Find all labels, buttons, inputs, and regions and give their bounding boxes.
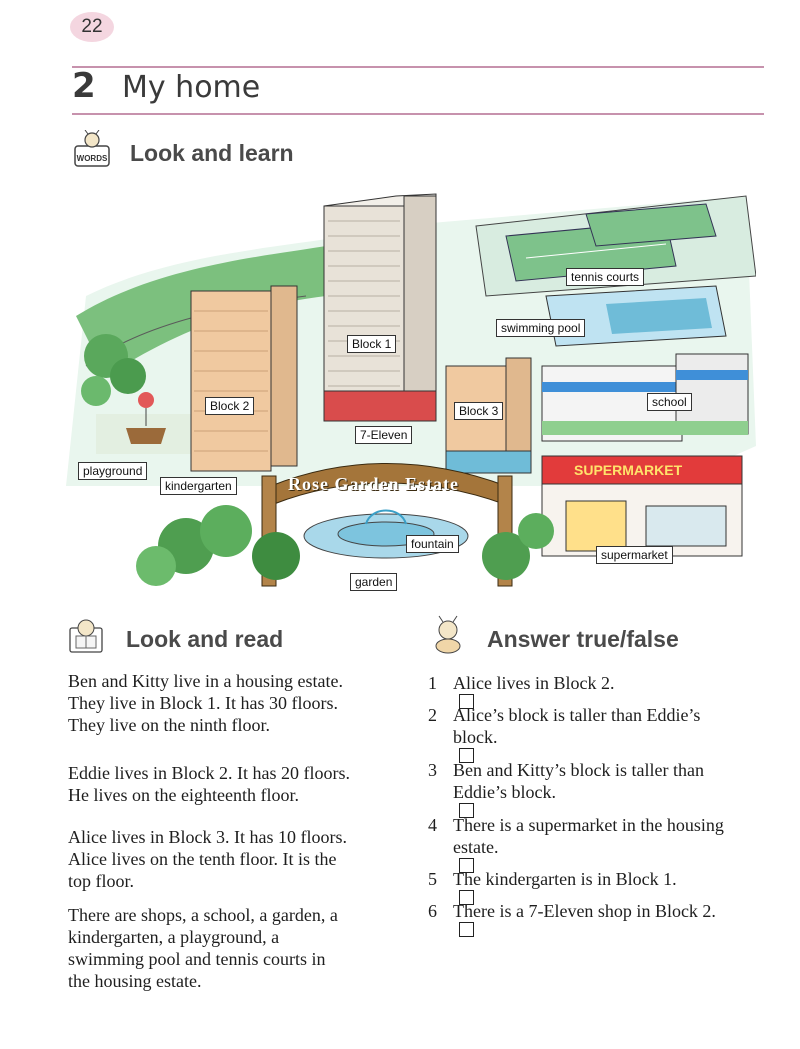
text-line: There are shops, a school, a garden, a: [68, 905, 338, 925]
reading-paragraph-1: [68, 670, 398, 736]
label-garden: garden: [350, 573, 397, 591]
question-number: 6: [428, 901, 437, 921]
quiz-bug-icon: [428, 614, 468, 654]
question-number: 4: [428, 815, 437, 835]
text-line: They live in Block 1. It has 30 floors.: [68, 693, 338, 713]
question-number: 5: [428, 869, 437, 889]
text-line: He lives on the eighteenth floor.: [68, 785, 299, 805]
housing-estate-illustration: [66, 186, 756, 596]
estate-sign: Rose Garden Estate: [288, 474, 459, 494]
question-text: Eddie’s block.: [453, 782, 556, 802]
question-text: The kindergarten is in Block 1.: [453, 869, 677, 889]
question-text: estate.: [453, 837, 499, 857]
label-fountain: fountain: [406, 535, 459, 553]
supermarket-sign: SUPERMARKET: [574, 462, 683, 478]
question-text: Ben and Kitty’s block is taller than: [453, 760, 704, 780]
reading-paragraph-2: [68, 762, 398, 806]
label-tennis-courts: tennis courts: [566, 268, 644, 286]
answer-heading: Answer true/false: [487, 626, 679, 652]
reading-paragraph-3: [68, 826, 398, 892]
text-line: the housing estate.: [68, 971, 202, 991]
question-text: Alice’s block is taller than Eddie’s: [453, 705, 701, 725]
text-line: They live on the ninth floor.: [68, 715, 270, 735]
reading-paragraph-4: [68, 904, 398, 992]
look-learn-heading: Look and learn: [130, 140, 294, 166]
label-swimming-pool: swimming pool: [496, 319, 585, 337]
text-line: kindergarten, a playground, a: [68, 927, 280, 947]
text-line: swimming pool and tennis courts in: [68, 949, 326, 969]
text-line: Alice lives on the tenth floor. It is the: [68, 849, 337, 869]
reading-bug-icon: [66, 614, 106, 654]
label-kindergarten: kindergarten: [160, 477, 237, 495]
text-line: top floor.: [68, 871, 134, 891]
label-block-1: Block 1: [347, 335, 396, 353]
look-read-heading: Look and read: [126, 626, 284, 652]
text-line: Ben and Kitty live in a housing estate.: [68, 671, 343, 691]
words-bug-icon: [72, 130, 112, 170]
title-rule-top: [72, 66, 764, 68]
text-line: Eddie lives in Block 2. It has 20 floors.: [68, 763, 350, 783]
page-number: 22: [70, 12, 114, 42]
title-rule-bottom: [72, 113, 764, 115]
label-block-3: Block 3: [454, 402, 503, 420]
label-supermarket: supermarket: [596, 546, 673, 564]
label-seven-eleven: 7-Eleven: [355, 426, 412, 444]
question-number: 1: [428, 673, 437, 693]
question-number: 2: [428, 705, 437, 725]
unit-number: 2: [72, 66, 96, 106]
label-playground: playground: [78, 462, 147, 480]
question-text: Alice lives in Block 2.: [453, 673, 615, 693]
label-block-2: Block 2: [205, 397, 254, 415]
text-line: Alice lives in Block 3. It has 10 floors.: [68, 827, 347, 847]
words-icon-text: WORDS: [76, 154, 108, 163]
question-text: block.: [453, 727, 498, 747]
label-school: school: [647, 393, 692, 411]
question-text: There is a 7-Eleven shop in Block 2.: [453, 901, 716, 921]
answer-checkbox[interactable]: [459, 922, 474, 937]
question-text: There is a supermarket in the housing: [453, 815, 724, 835]
unit-title: My home: [122, 70, 261, 105]
question-number: 3: [428, 760, 437, 780]
